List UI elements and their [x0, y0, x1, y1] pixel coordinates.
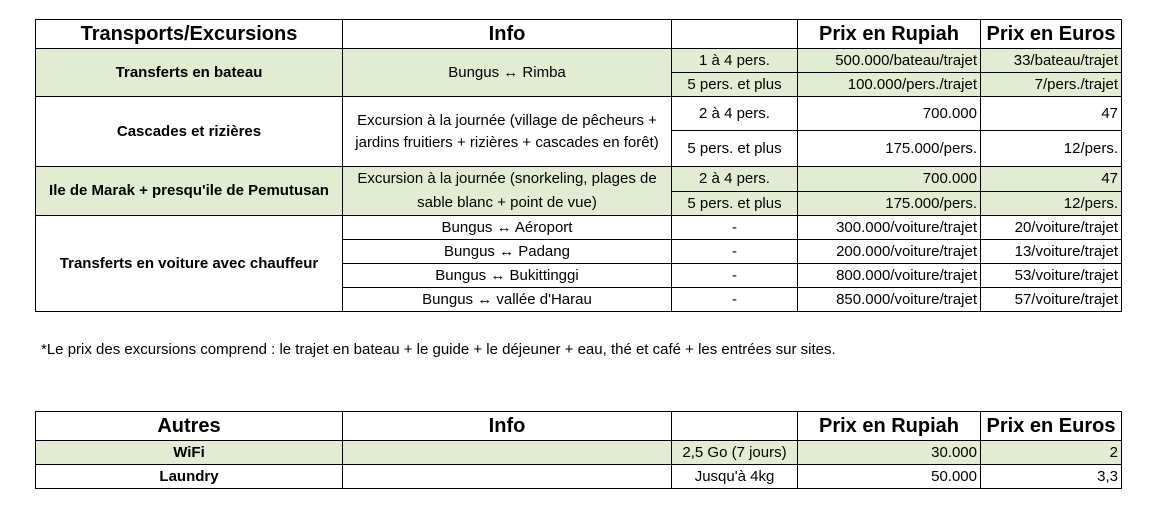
group-cell: 2 à 4 pers. — [672, 167, 798, 192]
price-eur: 47 — [981, 167, 1122, 192]
table-row — [36, 49, 1122, 73]
price-idr: 200.000/voiture/trajet — [798, 240, 981, 264]
group-cell: - — [672, 240, 798, 264]
route-cell: Bungus ↔ Padang — [343, 240, 672, 264]
price-idr: 50.000 — [798, 465, 981, 489]
table-row — [36, 216, 1122, 240]
others-table — [35, 411, 1122, 489]
group-cell: 5 pers. et plus — [672, 191, 798, 216]
header-info: Info — [343, 20, 672, 49]
header-group — [672, 412, 798, 441]
excursion-price-note: *Le prix des excursions comprend : le trajet en bateau + le guide + le déjeuner + eau, thé et café + les entrées sur sites. — [41, 341, 836, 358]
price-eur: 2 — [981, 441, 1122, 465]
info-cell — [343, 441, 672, 465]
route-cell: Bungus ↔ Bukittinggi — [343, 264, 672, 288]
price-eur: 53/voiture/trajet — [981, 264, 1122, 288]
price-eur: 3,3 — [981, 465, 1122, 489]
group-cell: - — [672, 264, 798, 288]
price-idr: 175.000/pers. — [798, 131, 981, 167]
header-euros: Prix en Euros — [981, 20, 1122, 49]
group-cell: 5 pers. et plus — [672, 131, 798, 167]
price-idr: 30.000 — [798, 441, 981, 465]
header-info: Info — [343, 412, 672, 441]
price-eur: 47 — [981, 97, 1122, 131]
route-cell: Bungus ↔ vallée d'Harau — [343, 288, 672, 312]
table-row — [36, 97, 1122, 131]
price-idr: 700.000 — [798, 167, 981, 192]
price-eur: 57/voiture/trajet — [981, 288, 1122, 312]
boat-name: Transferts en bateau — [36, 49, 343, 97]
car-name: Transferts en voiture avec chauffeur — [36, 216, 343, 312]
table-row — [36, 441, 1122, 465]
wifi-name: WiFi — [36, 441, 343, 465]
price-eur: 33/bateau/trajet — [981, 49, 1122, 73]
price-idr: 300.000/voiture/trajet — [798, 216, 981, 240]
price-idr: 500.000/bateau/trajet — [798, 49, 981, 73]
falls-name: Cascades et rizières — [36, 97, 343, 167]
price-eur: 12/pers. — [981, 131, 1122, 167]
group-cell: 1 à 4 pers. — [672, 49, 798, 73]
header-euros: Prix en Euros — [981, 412, 1122, 441]
header-autres: Autres — [36, 412, 343, 441]
price-eur: 7/pers./trajet — [981, 73, 1122, 97]
header-row — [36, 20, 1122, 49]
group-cell: 2,5 Go (7 jours) — [672, 441, 798, 465]
table-row — [36, 167, 1122, 192]
price-eur: 12/pers. — [981, 191, 1122, 216]
marak-name: Ile de Marak + presqu'ile de Pemutusan — [36, 167, 343, 216]
boat-info: Bungus ↔ Rimba — [343, 49, 672, 97]
header-rupiah: Prix en Rupiah — [798, 412, 981, 441]
falls-info: Excursion à la journée (village de pêcheurs + jardins fruitiers + rizières + cascades en forêt) — [343, 97, 672, 167]
info-cell — [343, 465, 672, 489]
header-group — [672, 20, 798, 49]
group-cell: - — [672, 216, 798, 240]
price-idr: 175.000/pers. — [798, 191, 981, 216]
header-row — [36, 412, 1122, 441]
header-transports: Transports/Excursions — [36, 20, 343, 49]
price-eur: 20/voiture/trajet — [981, 216, 1122, 240]
marak-info: Excursion à la journée (snorkeling, plages de sable blanc + point de vue) — [343, 167, 672, 216]
group-cell: Jusqu'à 4kg — [672, 465, 798, 489]
laundry-name: Laundry — [36, 465, 343, 489]
route-cell: Bungus ↔ Aéroport — [343, 216, 672, 240]
price-idr: 800.000/voiture/trajet — [798, 264, 981, 288]
price-idr: 100.000/pers./trajet — [798, 73, 981, 97]
price-idr: 700.000 — [798, 97, 981, 131]
group-cell: 2 à 4 pers. — [672, 97, 798, 131]
group-cell: 5 pers. et plus — [672, 73, 798, 97]
group-cell: - — [672, 288, 798, 312]
table-row — [36, 465, 1122, 489]
transports-table — [35, 19, 1122, 312]
price-eur: 13/voiture/trajet — [981, 240, 1122, 264]
header-rupiah: Prix en Rupiah — [798, 20, 981, 49]
price-idr: 850.000/voiture/trajet — [798, 288, 981, 312]
